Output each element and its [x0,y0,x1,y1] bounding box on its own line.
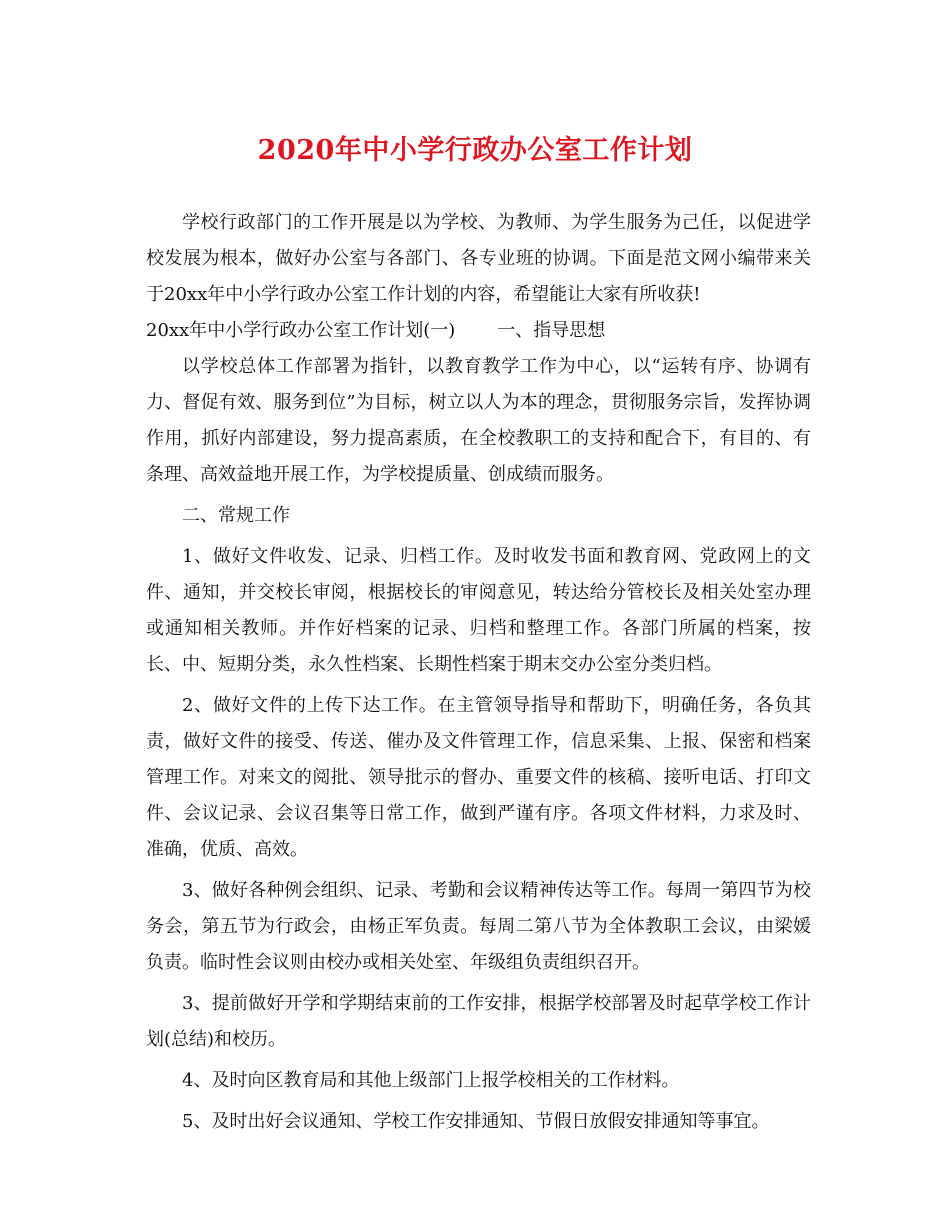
routine-work-heading: 二、常规工作 [182,505,290,526]
document-title: 2020年中小学行政办公室工作计划 [257,135,693,166]
list-item: 1、做好文件收发、记录、归档工作。及时收发书面和教育网、党政网上的文件、通知，并交校长审阅，根据校长的审阅意见，转达给分管校长及相关处室办理或通知相关教师。并作好档案的记录、归档和整理工作。各部门所属的档案，按长、中、短期分类，永久性档案、长期性档案于期末交办公室分类归档。 [146,546,811,675]
intro-paragraph: 学校行政部门的工作开展是以为学校、为教师、为学生服务为己任，以促进学校发展为根本，做好办公室与各部门、各专业班的协调。下面是范文网小编带来关于20xx年中小学行政办公室工作计划的内容，希望能让大家有所收获! [146,212,811,305]
list-item: 4、及时向区教育局和其他上级部门上报学校相关的工作材料。 [182,1070,680,1091]
section-heading-guiding-thought: 一、指导思想 [497,320,606,341]
list-item: 3、做好各种例会组织、记录、考勤和会议精神传达等工作。每周一第四节为校务会，第五节为行政会，由杨正军负责。每周二第八节为全体教职工会议，由梁媛负责。临时性会议则由校办或相关处室、年级组负责组织召开。 [146,880,811,973]
list-item: 5、及时出好会议通知、学校工作安排通知、节假日放假安排通知等事宜。 [182,1111,770,1132]
list-item: 3、提前做好开学和学期结束前的工作安排，根据学校部署及时起草学校工作计划(总结)和校历。 [146,993,811,1050]
list-item: 2、做好文件的上传下达工作。在主管领导指导和帮助下，明确任务，各负其责，做好文件的接受、传送、催办及文件管理工作，信息采集、上报、保密和档案管理工作。对来文的阅批、领导批示的督办、重要文件的核稿、接听电话、打印文件、会议记录、会议召集等日常工作，做到严谨有序。各项文件材料，力求及时、准确，优质、高效。 [146,695,811,860]
document-body [146,205,811,1140]
section-heading-plan-title: 20xx年中小学行政办公室工作计划(一) [146,320,456,341]
guiding-paragraph: 以学校总体工作部署为指针，以教育教学工作为中心，以“运转有序、协调有力、督促有效、服务到位”为目标，树立以人为本的理念，贯彻服务宗旨，发挥协调作用，抓好内部建设，努力提高素质，在全校教职工的支持和配合下，有目的、有条理、高效益地开展工作，为学校提质量、创成绩而服务。 [146,356,811,485]
section-heading [146,313,811,349]
